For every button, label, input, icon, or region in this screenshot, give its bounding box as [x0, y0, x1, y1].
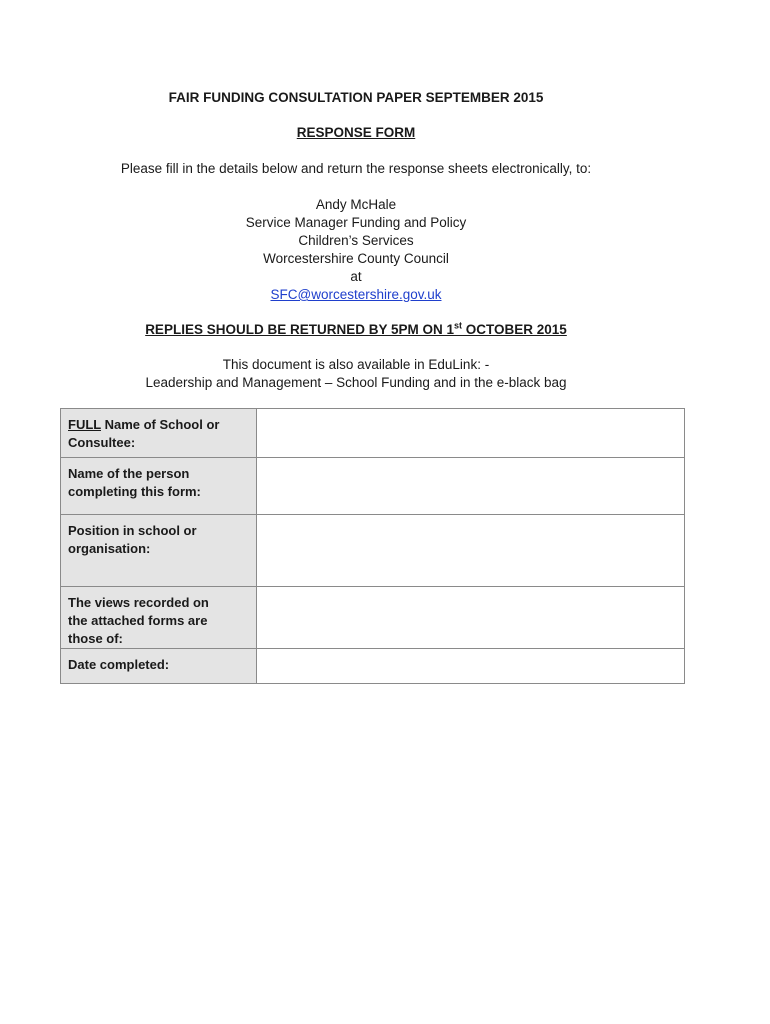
form-row-views [61, 587, 685, 649]
school-name-label-emphasis: FULL [68, 417, 101, 432]
views-label-line-3: those of: [68, 631, 123, 646]
views-label-line-2: the attached forms are [68, 613, 208, 628]
contact-email-line [0, 286, 712, 304]
date-label [61, 649, 257, 684]
contact-department: Children’s Services [298, 233, 414, 248]
person-name-label [61, 458, 257, 515]
document-subtitle: RESPONSE FORM [296, 125, 416, 140]
school-name-label-line-2: Consultee: [68, 435, 136, 450]
deadline-text-after: OCTOBER 2015 [462, 322, 567, 337]
views-field[interactable] [257, 587, 685, 649]
date-label-line-1: Date completed: [68, 657, 170, 672]
school-name-label-rest: Name of School or [100, 417, 220, 432]
deadline-text-before: REPLIES SHOULD BE RETURNED BY 5PM ON 1 [145, 322, 454, 337]
email-link[interactable]: SFC@worcestershire.gov.uk [270, 287, 442, 302]
views-label [61, 587, 257, 649]
position-field[interactable] [257, 515, 685, 587]
person-name-field[interactable] [257, 458, 685, 515]
school-name-label [61, 409, 257, 458]
instruction-text: Please fill in the details below and return the response sheets electronically, to: [120, 161, 592, 176]
form-row-school-name [61, 409, 685, 458]
document-title: FAIR FUNDING CONSULTATION PAPER SEPTEMBER 2015 [168, 90, 544, 105]
form-row-date [61, 649, 685, 684]
school-name-field[interactable] [257, 409, 685, 458]
date-field[interactable] [257, 649, 685, 684]
form-row-position [61, 515, 685, 587]
contact-organisation: Worcestershire County Council [263, 251, 449, 266]
availability-line-1: This document is also available in EduLink: - [222, 357, 490, 372]
form-row-person-name [61, 458, 685, 515]
availability-line-2: Leadership and Management – School Funding and in the e-black bag [145, 375, 567, 390]
position-label [61, 515, 257, 587]
person-name-label-line-1: Name of the person [68, 466, 190, 481]
position-label-line-2: organisation: [68, 541, 151, 556]
contact-name: Andy McHale [315, 197, 397, 212]
deadline-ordinal-suffix: st [454, 320, 463, 331]
response-form-table [60, 408, 685, 684]
views-label-line-1: The views recorded on [68, 595, 209, 610]
position-label-line-1: Position in school or [68, 523, 197, 538]
deadline-notice [0, 321, 712, 339]
contact-role: Service Manager Funding and Policy [245, 215, 467, 230]
person-name-label-line-2: completing this form: [68, 484, 201, 499]
contact-at: at [350, 269, 362, 284]
